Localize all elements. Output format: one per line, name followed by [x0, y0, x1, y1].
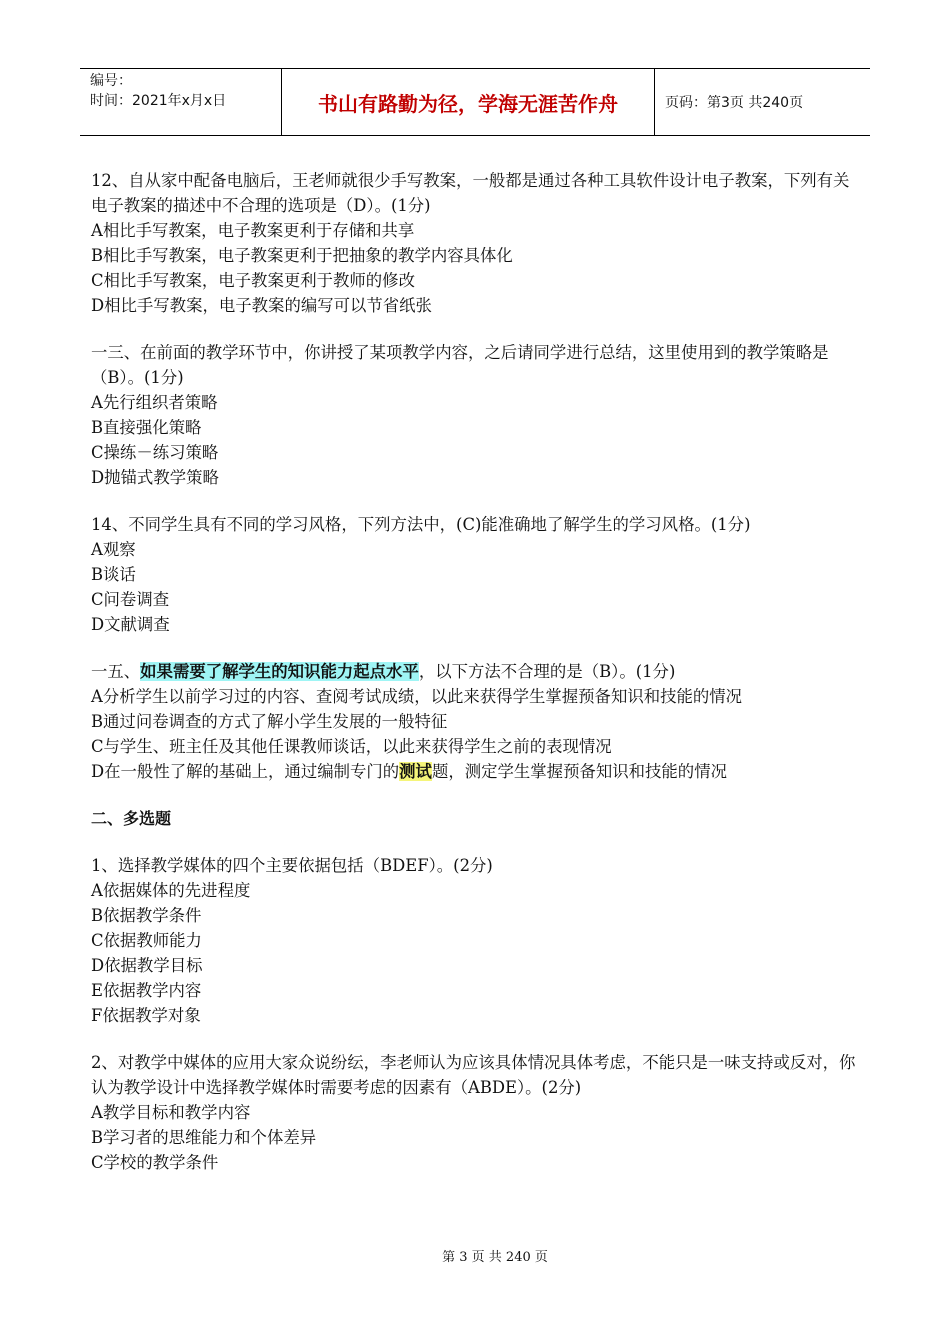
option-d-prefix: D在一般性了解的基础上，通过编制专门的: [91, 762, 400, 781]
option-b: B相比手写教案，电子教案更利于把抽象的教学内容具体化: [91, 246, 513, 265]
option-a: A先行组织者策略: [91, 393, 218, 412]
option-e: E依据教学内容: [91, 981, 202, 1000]
option-d: D抛锚式教学策略: [91, 468, 219, 487]
option-c: C学校的教学条件: [91, 1153, 219, 1172]
multi-question-2: [91, 1050, 861, 1175]
option-c: C相比手写教案，电子教案更利于教师的修改: [91, 271, 415, 290]
page-header: [80, 68, 870, 136]
option-a: A分析学生以前学习过的内容、查阅考试成绩，以此来获得学生掌握预备知识和技能的情况: [91, 687, 743, 706]
header-motto: 书山有路勤为径，学海无涯苦作舟: [282, 69, 655, 135]
stem-suffix: ，以下方法不合理的是（B）。(1分): [418, 662, 676, 681]
question-13: [91, 340, 861, 490]
option-a: A观察: [91, 540, 136, 559]
question-stem: 12、自从家中配备电脑后，王老师就很少手写教案，一般都是通过各种工具软件设计电子教案，下列有关电子教案的描述中不合理的选项是（D）。(1分): [91, 171, 850, 215]
question-stem: 1、选择教学媒体的四个主要依据包括（BDEF）。(2分): [91, 856, 493, 875]
option-b: B通过问卷调查的方式了解小学生发展的一般特征: [91, 712, 448, 731]
option-b: B依据教学条件: [91, 906, 202, 925]
option-c: C问卷调查: [91, 590, 170, 609]
question-14: [91, 512, 861, 637]
highlighted-word: 测试: [399, 762, 432, 781]
highlighted-phrase: 如果需要了解学生的知识能力起点水平: [140, 662, 419, 681]
option-c: C依据教师能力: [91, 931, 202, 950]
question-stem: 2、对教学中媒体的应用大家众说纷纭，李老师认为应该具体情况具体考虑，不能只是一味支持或反对，你认为教学设计中选择教学媒体时需要考虑的因素有（ABDE）。(2分): [91, 1053, 856, 1097]
option-d-suffix: 题，测定学生掌握预备知识和技能的情况: [431, 762, 727, 781]
document-date: 时间：2021年x月x日: [90, 93, 227, 109]
stem-prefix: 一五、: [91, 662, 141, 681]
question-12: [91, 168, 861, 318]
question-stem: 14、不同学生具有不同的学习风格，下列方法中，(C)能准确地了解学生的学习风格。(1分): [91, 515, 751, 534]
option-b: B谈话: [91, 565, 136, 584]
section-title: 二、多选题: [91, 809, 172, 828]
option-b: B学习者的思维能力和个体差异: [91, 1128, 317, 1147]
question-stem: [91, 659, 861, 684]
option-b: B直接强化策略: [91, 418, 202, 437]
option-f: F依据教学对象: [91, 1006, 201, 1025]
option-c: C与学生、班主任及其他任课教师谈话，以此来获得学生之前的表现情况: [91, 737, 612, 756]
option-d: D依据教学目标: [91, 956, 203, 975]
header-page-number: 页码：第3页 共240页: [665, 95, 804, 111]
document-number: 编号：: [90, 73, 132, 89]
option-c: C操练－练习策略: [91, 443, 219, 462]
option-d: D文献调查: [91, 615, 170, 634]
option-a: A相比手写教案，电子教案更利于存储和共享: [91, 221, 415, 240]
option-a: A依据媒体的先进程度: [91, 881, 251, 900]
header-meta: [80, 69, 282, 135]
question-stem: 一三、在前面的教学环节中，你讲授了某项教学内容，之后请同学进行总结，这里使用到的教学策略是（B）。(1分): [91, 343, 829, 387]
option-d: D相比手写教案，电子教案的编写可以节省纸张: [91, 296, 432, 315]
document-body: [91, 168, 861, 1175]
option-d: [91, 759, 861, 784]
option-a: A教学目标和教学内容: [91, 1103, 251, 1122]
page-footer: 第 3 页 共 240 页: [442, 1250, 548, 1265]
multi-question-1: [91, 853, 861, 1028]
question-15: [91, 659, 861, 784]
